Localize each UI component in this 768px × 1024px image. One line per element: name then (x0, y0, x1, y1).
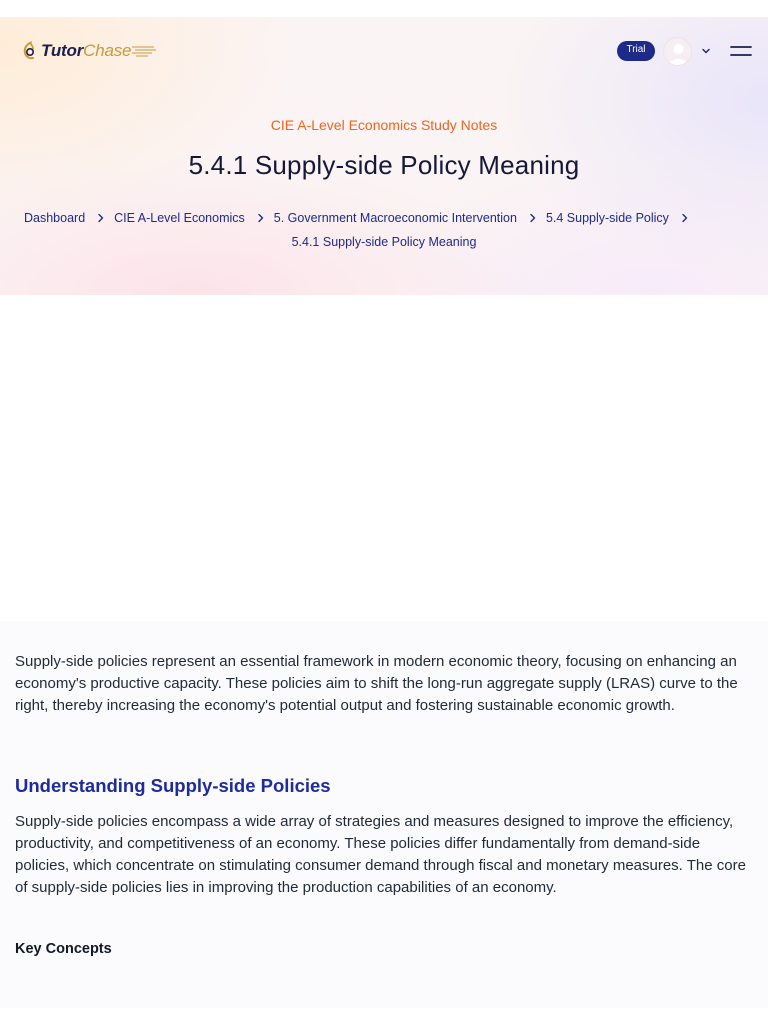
hamburger-menu-icon[interactable] (730, 44, 752, 58)
breadcrumb-row (24, 209, 698, 227)
chevron-right-icon (257, 213, 265, 223)
top-strip (0, 0, 768, 17)
bottom-strip (0, 1008, 768, 1024)
section-paragraph: Supply-side policies encompass a wide array of strategies and measures designed to improve the efficiency, productivity, and competitiveness of an economy. These policies differ fundamentally from demand-side policies, which concentrate on stimulating consumer demand through fiscal and monetary measures. The core of supply-side policies lies in improving the production capabilities of an economy. (15, 813, 746, 896)
subject-eyebrow: CIE A-Level Economics Study Notes (270, 117, 498, 133)
trial-badge[interactable]: Trial (617, 41, 655, 61)
breadcrumb-topic[interactable]: 5. Government Macroeconomic Intervention (273, 211, 517, 225)
brand-name-part2: Chase (83, 41, 132, 60)
tutorchase-logo-icon (21, 41, 39, 61)
tutorchase-logo[interactable] (21, 39, 156, 63)
brand-name-part1: Tutor (41, 41, 84, 60)
notes-content (0, 621, 768, 1008)
chevron-right-icon (681, 213, 689, 223)
breadcrumb-current[interactable]: 5.4.1 Supply-side Policy Meaning (291, 235, 477, 249)
blank-ad-area (0, 295, 768, 621)
chevron-right-icon (97, 213, 105, 223)
breadcrumb-dashboard[interactable]: Dashboard (24, 211, 86, 225)
chevron-down-icon[interactable] (701, 46, 711, 56)
avatar-silhouette-icon (664, 38, 692, 66)
brand-name (41, 41, 131, 61)
user-avatar-icon[interactable] (663, 37, 692, 66)
page-hero (0, 17, 768, 295)
chevron-right-icon (529, 213, 537, 223)
intro-paragraph: Supply-side policies represent an essential framework in modern economic theory, focusing on enhancing an economy's productive capacity. These policies aim to shift the long-run aggregate supply (LRAS) curve to the right, thereby increasing the economy's potential output and fostering sustainable economic growth. (15, 653, 738, 714)
page-title: 5.4.1 Supply-side Policy Meaning (188, 150, 580, 180)
breadcrumb-course[interactable]: CIE A-Level Economics (114, 211, 245, 225)
breadcrumb-subtopic[interactable]: 5.4 Supply-side Policy (545, 211, 669, 225)
section-heading: Understanding Supply-side Policies (15, 775, 331, 796)
logo-speed-lines-icon (132, 45, 156, 57)
subheading: Key Concepts (15, 941, 112, 957)
